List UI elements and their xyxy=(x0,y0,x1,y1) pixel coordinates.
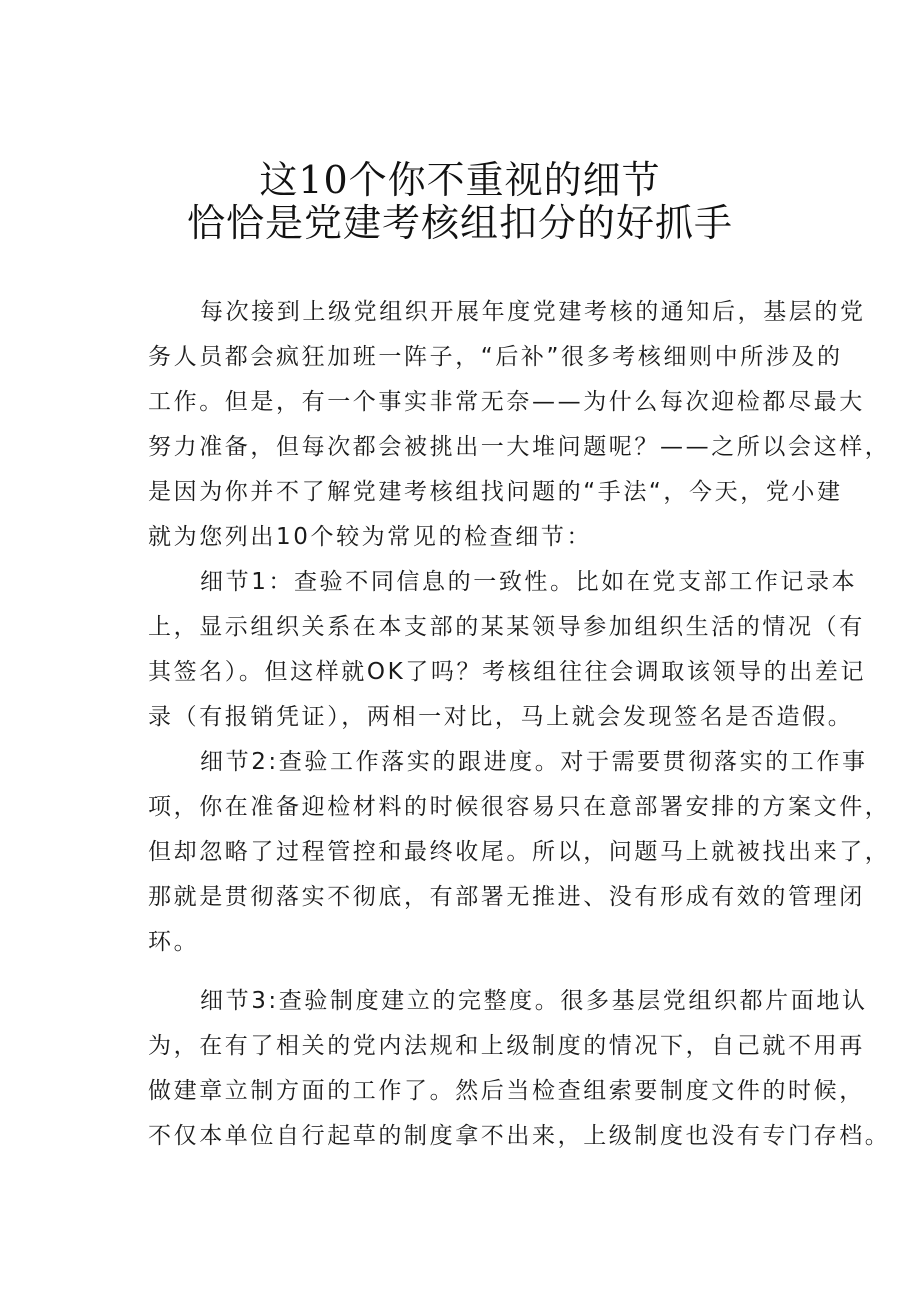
paragraph-line: 务人员都会疯狂加班一阵子，“后补”很多考核细则中所涉及的 xyxy=(148,344,843,370)
paragraph-line: 录（有报销凭证），两相一对比，马上就会发现签名是否造假。 xyxy=(148,704,854,730)
paragraph-line: 不仅本单位自行起草的制度拿不出来，上级制度也没有专门存档。 xyxy=(148,1123,891,1149)
paragraph-spacer xyxy=(148,965,828,979)
paragraph-line: 细节3:查验制度建立的完整度。很多基层党组织都片面地认 xyxy=(200,988,868,1014)
document-body xyxy=(148,290,891,1159)
document-title-line-1: 这10个你不重视的细节 xyxy=(259,158,661,202)
document-title-line-2: 恰恰是党建考核组扣分的好抓手 xyxy=(186,201,733,245)
paragraph-line: 努力准备，但每次都会被挑出一大堆问题呢？——之所以会这样， xyxy=(148,434,891,460)
paragraph-line: 每次接到上级党组织开展年度党建考核的通知后，基层的党 xyxy=(200,299,866,325)
paragraph-line: 细节1：查验不同信息的一致性。比如在党支部工作记录本 xyxy=(200,569,858,595)
paragraph-line: 细节2:查验工作落实的跟进度。对于需要贯彻落实的工作事 xyxy=(200,749,868,775)
paragraph-line: 但却忽略了过程管控和最终收尾。所以，问题马上就被找出来了， xyxy=(148,839,891,865)
paragraph-line: 就为您列出10个较为常见的检查细节： xyxy=(148,524,593,550)
paragraph-line: 是因为你并不了解党建考核组找问题的“手法“，今天，党小建 xyxy=(148,479,843,505)
paragraph-line: 做建章立制方面的工作了。然后当检查组索要制度文件的时候， xyxy=(148,1078,865,1104)
paragraph-line: 为，在有了相关的党内法规和上级制度的情况下，自己就不用再 xyxy=(148,1033,865,1059)
paragraph-intro xyxy=(148,290,891,560)
paragraph-line: 其签名）。但这样就OK了吗？考核组往往会调取该领导的出差记 xyxy=(148,659,867,685)
paragraph-line: 环。 xyxy=(148,929,200,955)
paragraph-line: 工作。但是，有一个事实非常无奈——为什么每次迎检都尽最大 xyxy=(148,389,865,415)
paragraph-line: 那就是贯彻落实不彻底，有部署无推进、没有形成有效的管理闭 xyxy=(148,884,865,910)
paragraph-detail-2 xyxy=(148,740,891,965)
paragraph-line: 上，显示组织关系在本支部的某某领导参加组织生活的情况（有 xyxy=(148,614,865,640)
paragraph-detail-3 xyxy=(148,979,891,1159)
paragraph-line: 项，你在准备迎检材料的时候很容易只在意部署安排的方案文件， xyxy=(148,794,891,820)
paragraph-detail-1 xyxy=(148,560,867,740)
